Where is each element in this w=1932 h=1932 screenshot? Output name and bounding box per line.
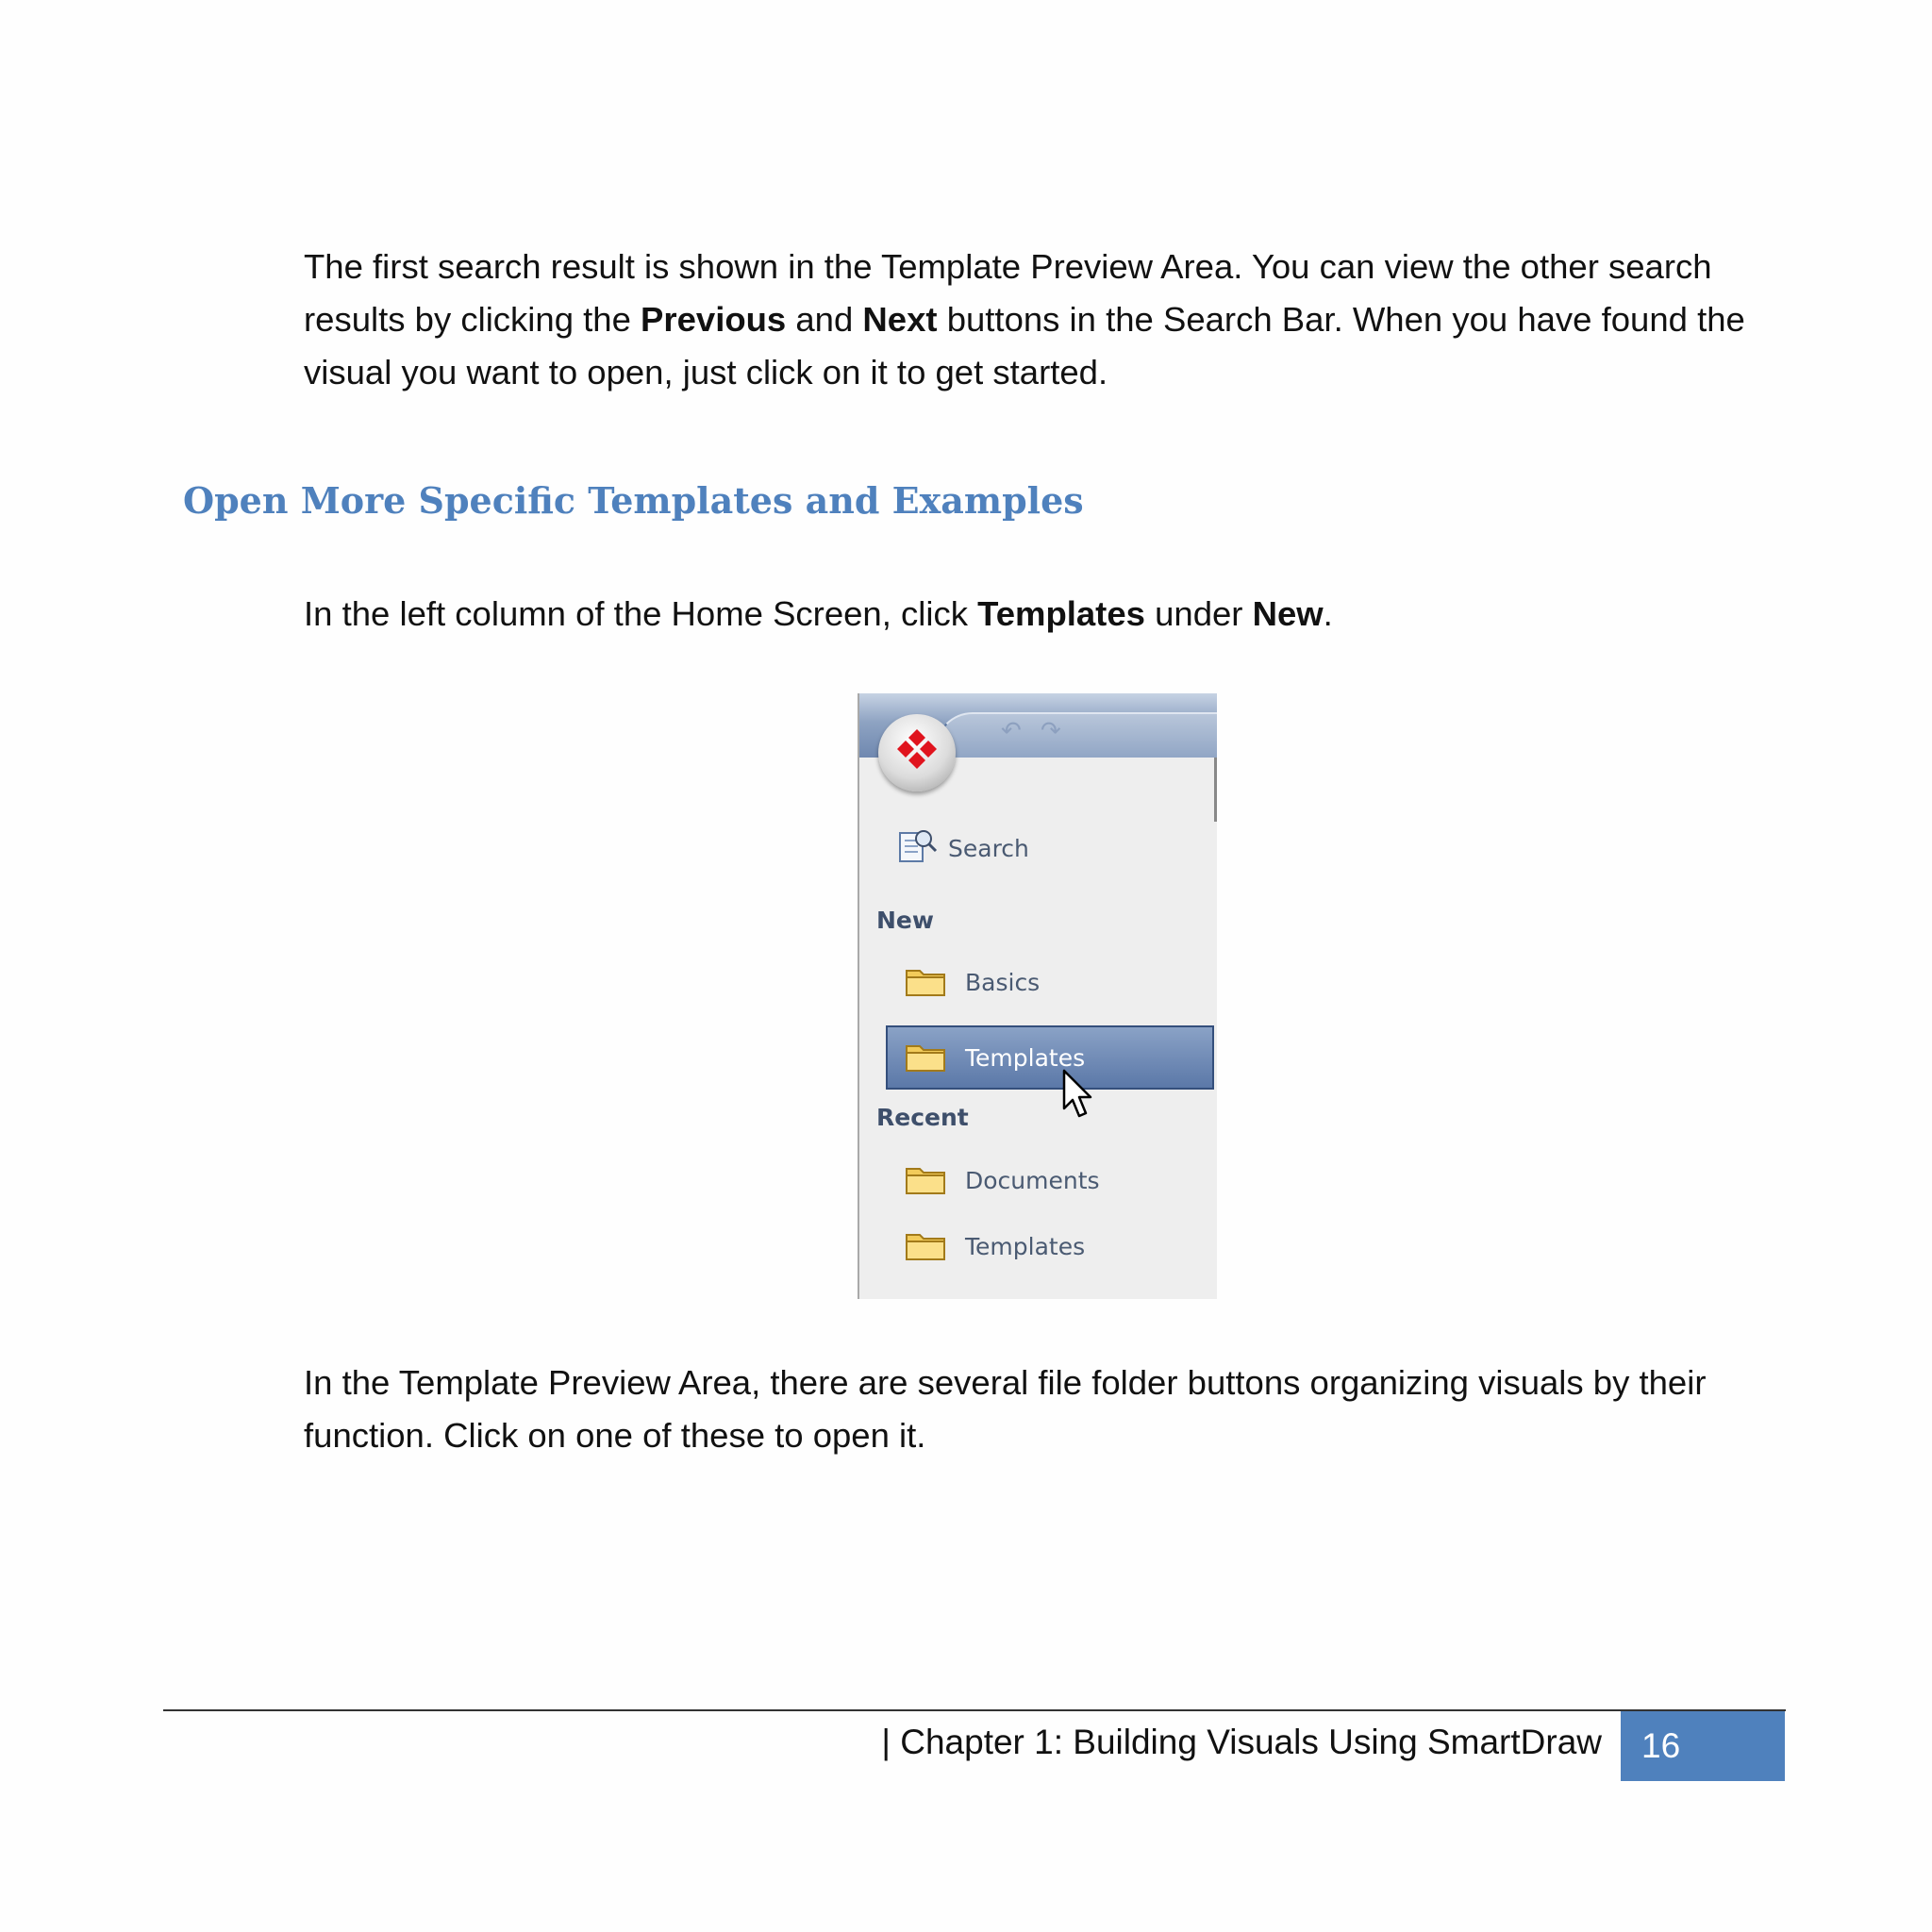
recent-templates-label: Templates xyxy=(965,1233,1086,1260)
new-term: New xyxy=(1252,594,1324,633)
cursor-arrow-icon xyxy=(1062,1069,1096,1124)
search-label: Search xyxy=(948,835,1029,862)
page-number: 16 xyxy=(1621,1711,1785,1781)
next-term: Next xyxy=(862,300,938,339)
paragraph-text: . xyxy=(1323,594,1333,633)
documents-label: Documents xyxy=(965,1167,1100,1194)
folder-icon xyxy=(905,1041,946,1073)
instruction-paragraph xyxy=(304,588,1775,641)
panel-divider xyxy=(1214,758,1217,822)
folder-icon xyxy=(905,965,946,997)
redo-icon[interactable]: ↷ xyxy=(1041,716,1061,744)
paragraph-text: and xyxy=(786,300,863,339)
smartdraw-logo-button[interactable] xyxy=(878,714,956,791)
footer-divider xyxy=(163,1709,1786,1711)
paragraph-text: under xyxy=(1144,594,1253,633)
previous-term: Previous xyxy=(641,300,787,339)
paragraph-text: In the left column of the Home Screen, click xyxy=(304,594,978,633)
folder-buttons-paragraph: In the Template Preview Area, there are several file folder buttons organizing visuals by their function. Click on one of these to open it. xyxy=(304,1363,1707,1455)
paragraph-text: The first search result is shown in the Template Preview Area. You can view the other search results by clicking the xyxy=(304,247,1712,339)
folder-icon xyxy=(905,1163,946,1195)
folder-icon xyxy=(905,1229,946,1261)
undo-icon[interactable]: ↶ xyxy=(1001,716,1022,744)
chapter-title: | Chapter 1: Building Visuals Using SmartDraw xyxy=(881,1723,1602,1761)
section-heading: Open More Specific Templates and Examples xyxy=(183,479,1084,522)
templates-label: Templates xyxy=(965,1044,1086,1072)
intro-paragraph xyxy=(304,241,1775,399)
home-screen-screenshot xyxy=(858,693,1217,1299)
new-header: New xyxy=(876,907,934,934)
basics-label: Basics xyxy=(965,969,1041,996)
new-templates-item-selected[interactable] xyxy=(886,1025,1214,1090)
paragraph-text: buttons in the Search Bar. When you have found the visual you want to open, just click on it to get started. xyxy=(304,300,1745,391)
smartdraw-logo-icon xyxy=(890,725,944,780)
templates-term: Templates xyxy=(977,594,1145,633)
recent-header: Recent xyxy=(876,1104,969,1131)
search-icon xyxy=(897,827,939,865)
